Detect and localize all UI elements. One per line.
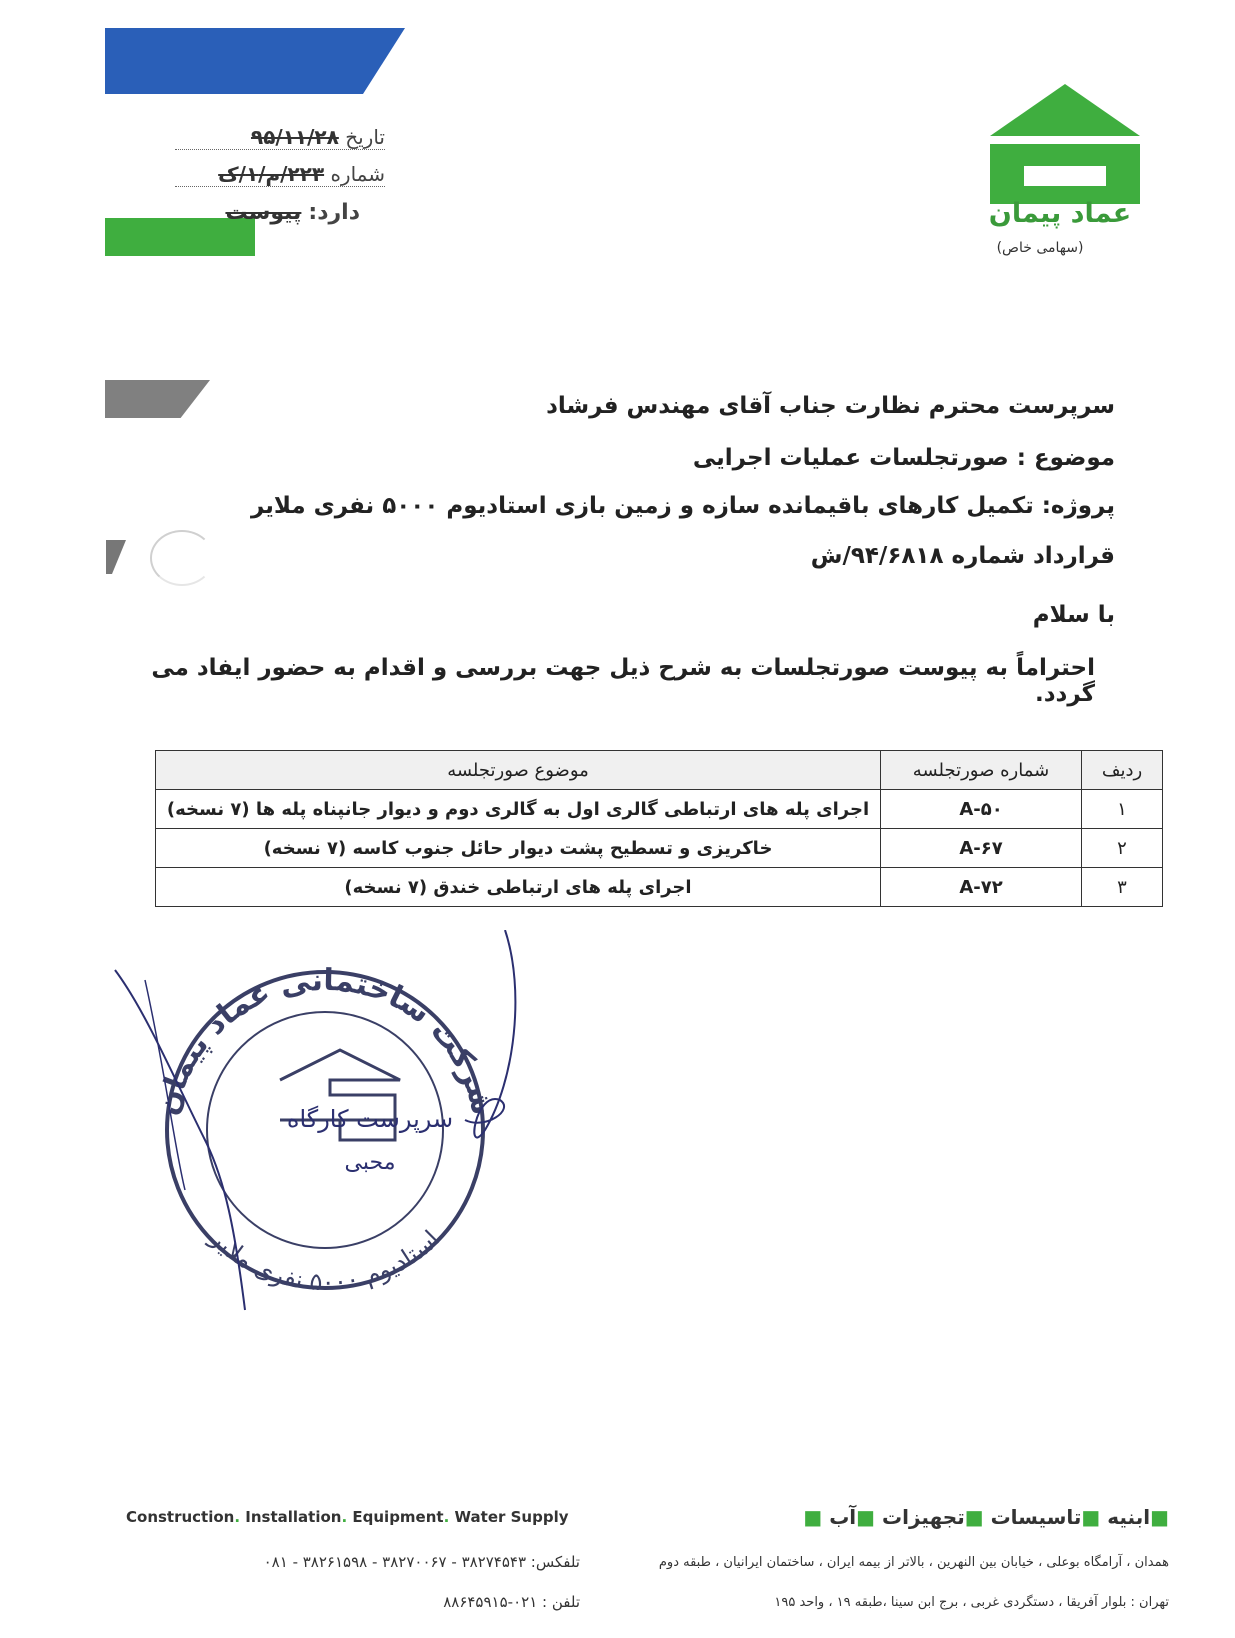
- minutes-number: A-۵۰: [881, 790, 1082, 829]
- table-row: [156, 829, 1163, 868]
- date-value: ۹۵/۱۱/۲۸: [250, 125, 339, 149]
- greeting-line: با سلام: [1032, 602, 1115, 628]
- service-fa: آب: [829, 1505, 857, 1529]
- svg-text:استادیوم ۵۰۰۰ نفری ملایر: [204, 1224, 445, 1296]
- logo-name: عماد پیمان: [988, 198, 1132, 229]
- service-en: Construction: [126, 1508, 235, 1526]
- service-fa: تجهیزات: [882, 1505, 965, 1529]
- gray-tick-mark: [106, 540, 126, 574]
- header-number-col: شماره صورتجلسه: [881, 751, 1082, 790]
- table-row: [156, 868, 1163, 907]
- header-row-col: ردیف: [1082, 751, 1163, 790]
- row-index: ۱: [1082, 790, 1163, 829]
- attachment-label: دارد:: [308, 200, 360, 225]
- tehran-address: تهران : بلوار آفریقا ، دستگردی غربی ، برج ابن سینا ،طبقه ۱۹ ، واحد ۱۹۵: [774, 1595, 1169, 1610]
- table-header-row: [156, 751, 1163, 790]
- attachment-line: [200, 200, 360, 225]
- service-fa: ابنیه: [1107, 1505, 1151, 1529]
- service-en: Water Supply: [454, 1508, 569, 1526]
- stamp-signer-name: محبی: [344, 1150, 396, 1175]
- row-index: ۲: [1082, 829, 1163, 868]
- stamp-company-text: شرکت ساختمانی عماد پیمان: [150, 962, 501, 1119]
- phone-number: ۰۲۱-۸۸۶۴۵۹۱۵: [443, 1593, 538, 1611]
- attachment-value: پیوست: [225, 200, 302, 225]
- svg-text:شرکت ساختمانی عماد پیمان: [150, 963, 500, 1119]
- minutes-subject: خاکریزی و تسطیح پشت دیوار حائل جنوب کاسه (۷ نسخه): [156, 829, 881, 868]
- date-line: [165, 125, 385, 150]
- date-label: تاریخ: [345, 125, 385, 149]
- subject-line: موضوع : صورتجلسات عملیات اجرایی: [692, 445, 1115, 471]
- contract-line: قرارداد شماره ۹۴/۶۸۱۸/ش: [810, 543, 1115, 569]
- stamp-bottom-text: استادیوم ۵۰۰۰ نفری ملایر: [205, 1224, 445, 1297]
- fax-numbers: ۳۸۲۷۴۵۴۳ - ۳۸۲۷۰۰۶۷ - ۳۸۲۶۱۵۹۸ - ۰۸۱: [263, 1553, 527, 1571]
- hamedan-address: همدان ، آرامگاه بوعلی ، خیابان بین النهرین ، بالاتر از بیمه ایران ، ساختمان ایرانیان ، طبقه دوم: [658, 1555, 1169, 1570]
- service-fa: تاسیسات: [990, 1505, 1082, 1529]
- number-label: شماره: [330, 162, 385, 186]
- project-line: پروژه: تکمیل کارهای باقیمانده سازه و زمین بازی استادیوم ۵۰۰۰ نفری ملایر: [250, 493, 1115, 519]
- footer-services-en: Construction. Installation. Equipment. Water Supply: [126, 1508, 569, 1526]
- body-line: احتراماً به پیوست صورتجلسات به شرح ذیل جهت بررسی و اقدام به حضور ایفاد می گردد.: [151, 655, 1095, 707]
- minutes-subject: اجرای پله های ارتباطی خندق (۷ نسخه): [156, 868, 881, 907]
- fax-line: [120, 1553, 580, 1571]
- table-row: [156, 790, 1163, 829]
- minutes-number: A-۷۲: [881, 868, 1082, 907]
- company-logo-icon: [990, 84, 1140, 204]
- phone-label: تلفن :: [542, 1593, 580, 1611]
- minutes-number: A-۶۷: [881, 829, 1082, 868]
- number-line: [165, 162, 385, 187]
- recipient-line: سرپرست محترم نظارت جناب آقای مهندس فرشاد: [546, 393, 1115, 419]
- header-blue-bar: [105, 28, 405, 94]
- phone-line: [380, 1593, 580, 1611]
- company-stamp: [105, 930, 545, 1350]
- row-index: ۳: [1082, 868, 1163, 907]
- service-en: Installation: [245, 1508, 342, 1526]
- minutes-subject: اجرای پله های ارتباطی گالری اول به گالری دوم و دیوار جانپناه پله ها (۷ نسخه): [156, 790, 881, 829]
- stamp-role: سرپرست کارگاه: [286, 1105, 454, 1133]
- header-subject-col: موضوع صورتجلسه: [156, 751, 881, 790]
- number-value: ۲۲۳/م/۱/ک: [218, 162, 325, 186]
- fax-label: تلفکس:: [530, 1553, 580, 1571]
- gray-mark-bar: [105, 380, 210, 418]
- footer-services-fa: ■ابنیه ■تاسیسات ■تجهیزات ■آب ■: [803, 1505, 1169, 1529]
- punch-hole-mark: [150, 530, 214, 586]
- service-en: Equipment: [352, 1508, 444, 1526]
- minutes-table: [155, 750, 1163, 907]
- logo-subtitle: (سهامی خاص): [996, 240, 1084, 256]
